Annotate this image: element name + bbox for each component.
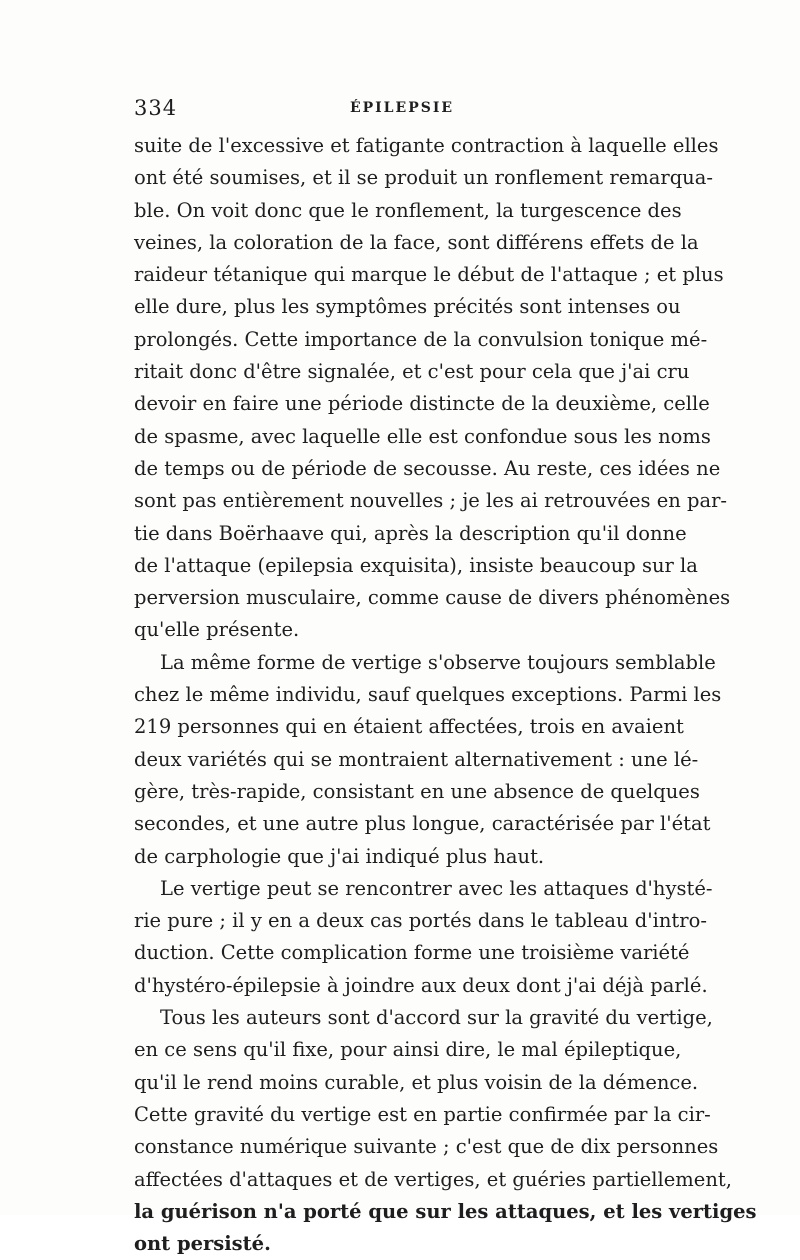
text-line: sont pas entièrement nouvelles ; je les ai retrouvées en par- <box>134 489 728 513</box>
text-line: ont persisté. <box>134 1232 271 1256</box>
text-line: raideur tétanique qui marque le début de l'attaque ; et plus <box>134 263 724 287</box>
text-line: secondes, et une autre plus longue, caractérisée par l'état <box>134 812 711 836</box>
text-line: deux variétés qui se montraient alternativement : une lé- <box>134 747 699 771</box>
text-line: tie dans Boërhaave qui, après la description qu'il donne <box>134 521 687 545</box>
text-line: duction. Cette complication forme une troisième variété <box>134 941 690 965</box>
text-line: d'hystéro-épilepsie à joindre aux deux dont j'ai déjà parlé. <box>134 973 708 997</box>
text-line: La même forme de vertige s'observe toujours semblable <box>160 650 716 674</box>
text-line: rie pure ; il y en a deux cas portés dans le tableau d'intro- <box>134 909 707 933</box>
body-text <box>134 130 757 1260</box>
text-line: chez le même individu, sauf quelques exceptions. Parmi les <box>134 683 722 707</box>
page-number: 334 <box>134 96 178 120</box>
text-line: gère, très-rapide, consistant en une absence de quelques <box>134 779 700 803</box>
text-line: perversion musculaire, comme cause de divers phénomènes <box>134 586 731 610</box>
text-line: veines, la coloration de la face, sont différens effets de la <box>134 230 699 254</box>
text-line: qu'il le rend moins curable, et plus voisin de la démence. <box>134 1070 699 1094</box>
text-line: Tous les auteurs sont d'accord sur la gravité du vertige, <box>160 1006 713 1030</box>
text-line: constance numérique suivante ; c'est que de dix personnes <box>134 1135 719 1159</box>
text-line: affectées d'attaques et de vertiges, et guéries partiellement, <box>134 1167 732 1191</box>
running-title: ÉPILEPSIE <box>349 100 455 116</box>
text-line: en ce sens qu'il fixe, pour ainsi dire, le mal épileptique, <box>134 1038 682 1062</box>
text-line: Cette gravité du vertige est en partie confirmée par la cir- <box>134 1102 711 1126</box>
text-line: de carphologie que j'ai indiqué plus haut. <box>134 844 545 868</box>
text-line: la guérison n'a porté que sur les attaques, et les vertiges <box>134 1199 757 1223</box>
text-line: ble. On voit donc que le ronflement, la turgescence des <box>134 198 682 222</box>
text-line: ritait donc d'être signalée, et c'est pour cela que j'ai cru <box>134 360 690 384</box>
text-line: Le vertige peut se rencontrer avec les attaques d'hysté- <box>160 876 713 900</box>
running-head <box>134 96 670 124</box>
text-line: ont été soumises, et il se produit un ronflement remarqua- <box>134 166 713 190</box>
text-line: qu'elle présente. <box>134 618 300 642</box>
text-line: de l'attaque (epilepsia exquisita), insiste beaucoup sur la <box>134 553 698 577</box>
text-line: devoir en faire une période distincte de la deuxième, celle <box>134 392 710 416</box>
text-line: prolongés. Cette importance de la convulsion tonique mé- <box>134 327 708 351</box>
text-line: de temps ou de période de secousse. Au reste, ces idées ne <box>134 456 721 480</box>
text-line: suite de l'excessive et fatigante contraction à laquelle elles <box>134 134 719 157</box>
text-line: elle dure, plus les symptômes précités sont intenses ou <box>134 295 681 319</box>
text-line: 219 personnes qui en étaient affectées, trois en avaient <box>134 715 684 739</box>
text-line: de spasme, avec laquelle elle est confondue sous les noms <box>134 424 711 448</box>
